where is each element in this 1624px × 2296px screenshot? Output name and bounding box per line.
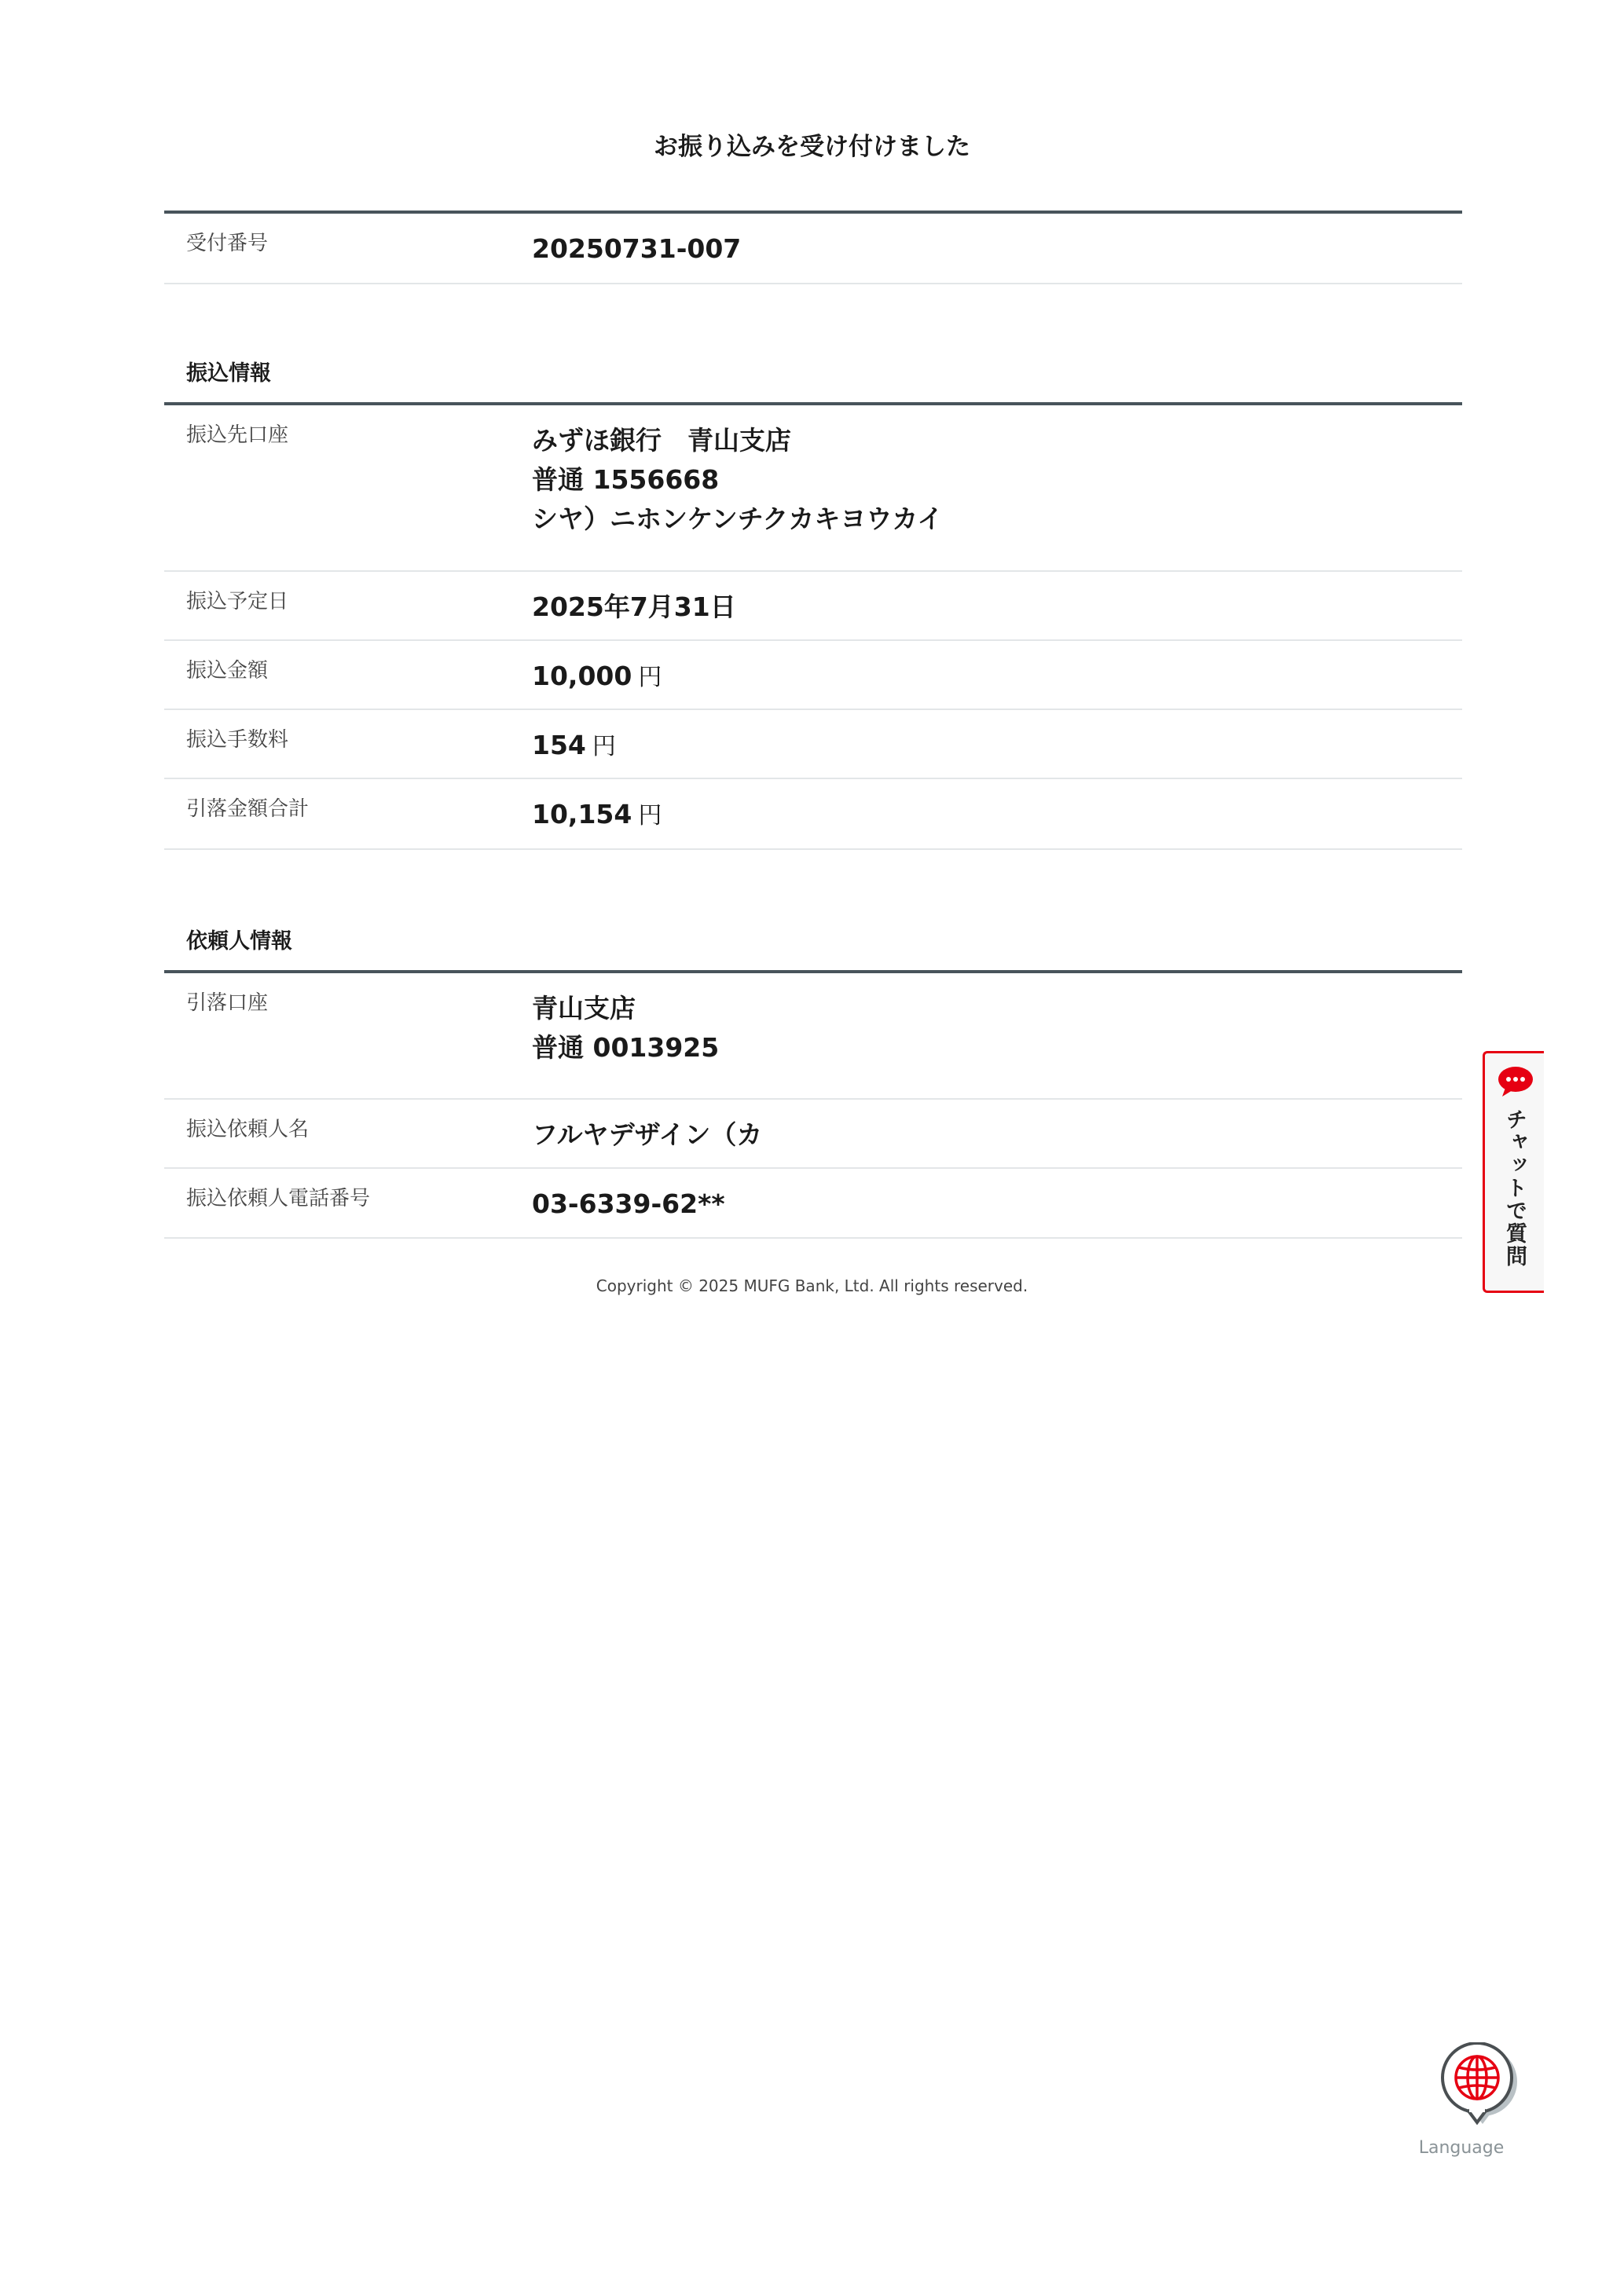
- requester-phone-label: 振込依頼人電話番号: [186, 1187, 371, 1210]
- amount-row: [164, 641, 1462, 710]
- total-label: 引落金額合計: [186, 797, 310, 821]
- receipt-number-label: 受付番号: [186, 232, 269, 255]
- chat-bubble-icon: [1498, 1066, 1534, 1097]
- total-row: [164, 779, 1462, 850]
- scheduled-date-row: [164, 572, 1462, 641]
- requester-info-heading: 依頼人情報: [186, 929, 292, 954]
- total-value: [532, 779, 1462, 848]
- amount-label: 振込金額: [186, 659, 269, 683]
- destination-bank-branch: みずほ銀行 青山支店: [532, 425, 791, 456]
- transfer-info-section: [164, 357, 1462, 850]
- requester-info-section: [164, 925, 1462, 1239]
- amount-number: 10,000: [532, 661, 632, 691]
- debit-account-number: 普通 0013925: [532, 1032, 720, 1063]
- language-button[interactable]: [1438, 2042, 1520, 2129]
- requester-name-row: [164, 1100, 1462, 1169]
- total-unit: 円: [638, 802, 662, 829]
- debit-branch: 青山支店: [532, 993, 636, 1023]
- receipt-number-value: 20250731-007: [532, 233, 742, 264]
- scheduled-date-label: 振込予定日: [186, 590, 289, 613]
- destination-account-holder: シヤ）ニホンケンチクカキヨウカイ: [532, 504, 944, 534]
- page-title: お振り込みを受け付けました: [654, 133, 970, 161]
- copyright: Copyright © 2025 MUFG Bank, Ltd. All rights reserved.: [596, 1276, 1028, 1295]
- destination-account-row: [164, 405, 1462, 572]
- requester-phone-value: 03-6339-62**: [532, 1188, 725, 1219]
- chat-tab-label: チャットで質問: [1502, 1108, 1527, 1268]
- transfer-info-heading: 振込情報: [186, 361, 271, 386]
- receipt-table: [164, 211, 1462, 284]
- amount-value: [532, 641, 1462, 709]
- debit-account-label: 引落口座: [186, 991, 269, 1015]
- requester-name-label: 振込依頼人名: [186, 1118, 310, 1141]
- amount-unit: 円: [638, 664, 662, 691]
- transfer-info-table: [164, 402, 1462, 850]
- receipt-number-row: [164, 214, 1462, 284]
- destination-account-label: 振込先口座: [186, 423, 289, 447]
- debit-account-value: [532, 973, 1462, 1098]
- language-label[interactable]: Language: [1418, 2138, 1505, 2158]
- total-number: 10,154: [532, 799, 632, 829]
- requester-info-table: [164, 970, 1462, 1239]
- requester-phone-row: [164, 1169, 1462, 1239]
- requester-name-value: フルヤデザイン（カ: [532, 1119, 763, 1150]
- fee-value: [532, 710, 1462, 778]
- globe-icon: [1456, 2056, 1498, 2099]
- scheduled-date-value: 2025年7月31日: [532, 591, 736, 622]
- fee-number: 154: [532, 730, 586, 760]
- fee-unit: 円: [592, 733, 616, 760]
- chat-tab-button[interactable]: [1483, 1051, 1544, 1293]
- destination-account-value: [532, 405, 1462, 570]
- fee-label: 振込手数料: [186, 728, 289, 752]
- debit-account-row: [164, 973, 1462, 1100]
- destination-account-number: 普通 1556668: [532, 464, 720, 495]
- receipt-section: [164, 211, 1462, 284]
- fee-row: [164, 710, 1462, 779]
